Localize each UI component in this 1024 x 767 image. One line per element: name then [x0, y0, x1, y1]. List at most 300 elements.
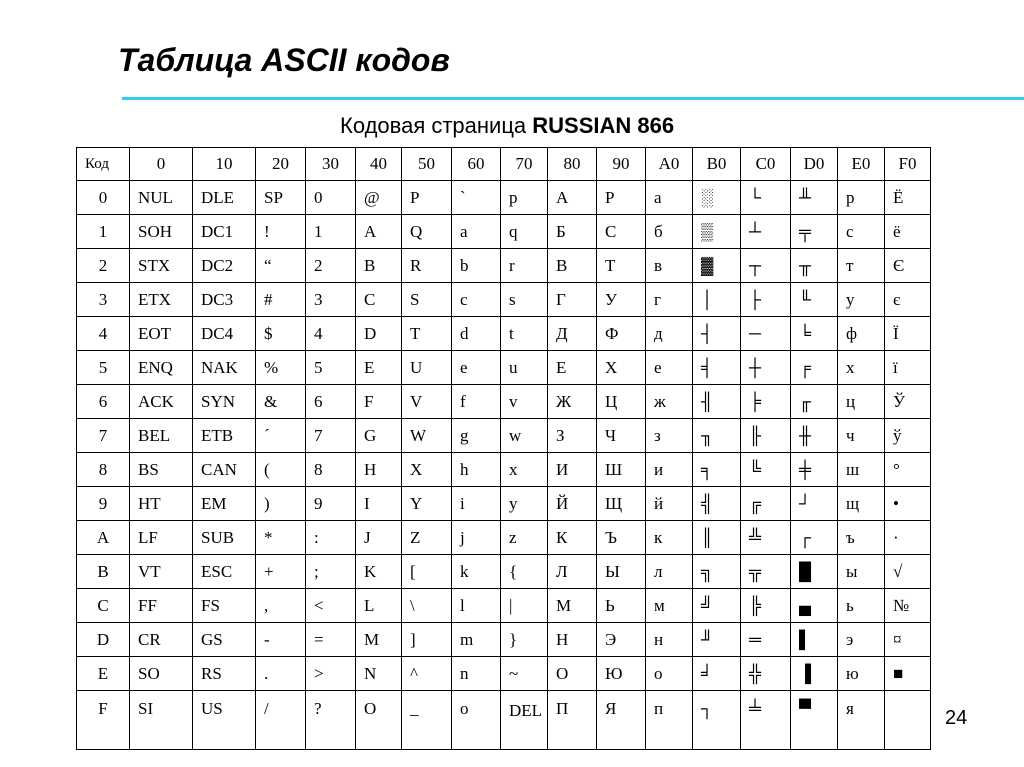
- table-cell: 1: [306, 215, 356, 249]
- table-cell: 8: [306, 453, 356, 487]
- column-header: E0: [838, 148, 885, 181]
- table-cell: ~: [501, 657, 548, 691]
- table-cell: CAN: [193, 453, 256, 487]
- table-cell: ▒: [693, 215, 741, 249]
- row-header: 6: [77, 385, 130, 419]
- table-cell: Ю: [597, 657, 646, 691]
- table-cell: EOT: [130, 317, 193, 351]
- table-cell: ╢: [693, 385, 741, 419]
- table-cell: v: [501, 385, 548, 419]
- table-cell: I: [356, 487, 402, 521]
- table-cell: ╪: [791, 453, 838, 487]
- table-cell: @: [356, 181, 402, 215]
- row-header: 4: [77, 317, 130, 351]
- table-cell: t: [501, 317, 548, 351]
- table-cell: 2: [306, 249, 356, 283]
- table-cell: р: [838, 181, 885, 215]
- table-cell: &: [256, 385, 306, 419]
- table-cell: a: [452, 215, 501, 249]
- table-cell: д: [646, 317, 693, 351]
- table-cell: ё: [885, 215, 931, 249]
- table-cell: W: [402, 419, 452, 453]
- table-row: [77, 283, 931, 317]
- table-cell: c: [452, 283, 501, 317]
- table-cell: ╩: [741, 521, 791, 555]
- column-header: C0: [741, 148, 791, 181]
- column-header: 20: [256, 148, 306, 181]
- table-cell: q: [501, 215, 548, 249]
- table-cell: у: [838, 283, 885, 317]
- table-cell: 4: [306, 317, 356, 351]
- table-cell: FS: [193, 589, 256, 623]
- table-cell: н: [646, 623, 693, 657]
- table-cell: ░: [693, 181, 741, 215]
- table-cell: !: [256, 215, 306, 249]
- table-cell: SP: [256, 181, 306, 215]
- table-cell: б: [646, 215, 693, 249]
- table-cell: У: [597, 283, 646, 317]
- row-header: 7: [77, 419, 130, 453]
- table-cell: j: [452, 521, 501, 555]
- table-cell: ц: [838, 385, 885, 419]
- table-cell: щ: [838, 487, 885, 521]
- table-cell: є: [885, 283, 931, 317]
- table-row: [77, 521, 931, 555]
- table-cell: O: [356, 691, 402, 750]
- table-cell: ╤: [791, 215, 838, 249]
- table-cell: И: [548, 453, 597, 487]
- table-cell: L: [356, 589, 402, 623]
- table-cell: Й: [548, 487, 597, 521]
- table-cell: N: [356, 657, 402, 691]
- table-row: [77, 249, 931, 283]
- table-cell: l: [452, 589, 501, 623]
- table-row: [77, 351, 931, 385]
- column-header: 80: [548, 148, 597, 181]
- column-header: 30: [306, 148, 356, 181]
- table-cell: Ў: [885, 385, 931, 419]
- table-cell: Y: [402, 487, 452, 521]
- code-page-subtitle: [340, 113, 674, 139]
- table-cell: >: [306, 657, 356, 691]
- table-cell: ш: [838, 453, 885, 487]
- table-cell: Q: [402, 215, 452, 249]
- table-cell: П: [548, 691, 597, 750]
- table-cell: 0: [306, 181, 356, 215]
- table-cell: ]: [402, 623, 452, 657]
- table-cell: Д: [548, 317, 597, 351]
- table-cell: М: [548, 589, 597, 623]
- table-cell: ╓: [791, 385, 838, 419]
- table-cell: э: [838, 623, 885, 657]
- table-cell: л: [646, 555, 693, 589]
- table-cell: Т: [597, 249, 646, 283]
- table-cell: w: [501, 419, 548, 453]
- table-cell: п: [646, 691, 693, 750]
- table-cell: ´: [256, 419, 306, 453]
- table-cell: Е: [548, 351, 597, 385]
- table-cell: CR: [130, 623, 193, 657]
- table-cell: Л: [548, 555, 597, 589]
- table-cell: /: [256, 691, 306, 750]
- table-cell: #: [256, 283, 306, 317]
- table-cell: ю: [838, 657, 885, 691]
- table-cell: z: [501, 521, 548, 555]
- table-cell: ╠: [741, 589, 791, 623]
- table-cell: VT: [130, 555, 193, 589]
- table-cell: ?: [306, 691, 356, 750]
- table-cell: m: [452, 623, 501, 657]
- table-cell: P: [402, 181, 452, 215]
- table-cell: ╥: [791, 249, 838, 283]
- table-cell: Ь: [597, 589, 646, 623]
- table-cell: U: [402, 351, 452, 385]
- table-cell: ╚: [741, 453, 791, 487]
- table-cell: h: [452, 453, 501, 487]
- table-cell: STX: [130, 249, 193, 283]
- table-row: [77, 453, 931, 487]
- table-cell: H: [356, 453, 402, 487]
- table-cell: Г: [548, 283, 597, 317]
- table-cell: ╡: [693, 351, 741, 385]
- table-row: [77, 181, 931, 215]
- table-cell: A: [356, 215, 402, 249]
- table-cell: ь: [838, 589, 885, 623]
- table-cell: А: [548, 181, 597, 215]
- table-cell: }: [501, 623, 548, 657]
- table-cell: ENQ: [130, 351, 193, 385]
- table-cell: ╔: [741, 487, 791, 521]
- table-cell: ): [256, 487, 306, 521]
- column-header: 90: [597, 148, 646, 181]
- table-cell: о: [646, 657, 693, 691]
- table-cell: └: [741, 181, 791, 215]
- table-cell: ж: [646, 385, 693, 419]
- table-cell: ╣: [693, 487, 741, 521]
- table-cell: ACK: [130, 385, 193, 419]
- column-header: 60: [452, 148, 501, 181]
- table-cell: k: [452, 555, 501, 589]
- table-row: [77, 691, 931, 750]
- table-cell: Б: [548, 215, 597, 249]
- table-cell: ч: [838, 419, 885, 453]
- table-cell: ┘: [791, 487, 838, 521]
- table-cell: 9: [306, 487, 356, 521]
- table-cell: SYN: [193, 385, 256, 419]
- table-cell: EM: [193, 487, 256, 521]
- table-cell: ╜: [693, 623, 741, 657]
- table-cell: ╘: [791, 317, 838, 351]
- table-cell: V: [402, 385, 452, 419]
- table-cell: Ш: [597, 453, 646, 487]
- table-cell: √: [885, 555, 931, 589]
- table-row: [77, 487, 931, 521]
- table-cell: <: [306, 589, 356, 623]
- table-cell: ┴: [741, 215, 791, 249]
- table-cell: ETB: [193, 419, 256, 453]
- table-cell: З: [548, 419, 597, 453]
- table-cell: ы: [838, 555, 885, 589]
- table-cell: ф: [838, 317, 885, 351]
- ascii-table: [76, 147, 931, 750]
- table-cell: а: [646, 181, 693, 215]
- table-cell: в: [646, 249, 693, 283]
- table-cell: \: [402, 589, 452, 623]
- table-cell: °: [885, 453, 931, 487]
- table-cell: Щ: [597, 487, 646, 521]
- table-cell: С: [597, 215, 646, 249]
- table-cell: Х: [597, 351, 646, 385]
- table-cell: e: [452, 351, 501, 385]
- table-row: [77, 657, 931, 691]
- table-cell: RS: [193, 657, 256, 691]
- table-cell: G: [356, 419, 402, 453]
- table-cell: DC4: [193, 317, 256, 351]
- header-code-label: Код: [77, 148, 130, 181]
- column-header: 10: [193, 148, 256, 181]
- table-cell: p: [501, 181, 548, 215]
- table-cell: Н: [548, 623, 597, 657]
- table-cell: x: [501, 453, 548, 487]
- table-cell: _: [402, 691, 452, 750]
- column-header: B0: [693, 148, 741, 181]
- row-header: A: [77, 521, 130, 555]
- table-cell: Ф: [597, 317, 646, 351]
- table-cell: *: [256, 521, 306, 555]
- table-cell: м: [646, 589, 693, 623]
- table-cell: к: [646, 521, 693, 555]
- table-cell: B: [356, 249, 402, 283]
- row-header: 1: [77, 215, 130, 249]
- subtitle-prefix: Кодовая страница: [340, 113, 533, 138]
- table-cell: DC2: [193, 249, 256, 283]
- table-cell: ¤: [885, 623, 931, 657]
- table-cell: US: [193, 691, 256, 750]
- table-cell: и: [646, 453, 693, 487]
- page-number: 24: [945, 707, 968, 729]
- row-header: D: [77, 623, 130, 657]
- table-cell: NUL: [130, 181, 193, 215]
- table-cell: ^: [402, 657, 452, 691]
- table-cell: ╒: [791, 351, 838, 385]
- table-cell: г: [646, 283, 693, 317]
- table-cell: u: [501, 351, 548, 385]
- table-cell: ╝: [693, 589, 741, 623]
- table-cell: “: [256, 249, 306, 283]
- table-cell: C: [356, 283, 402, 317]
- table-cell: з: [646, 419, 693, 453]
- table-cell: SUB: [193, 521, 256, 555]
- table-cell: ·: [885, 521, 931, 555]
- table-cell: с: [838, 215, 885, 249]
- table-cell: ╨: [791, 181, 838, 215]
- table-cell: Ж: [548, 385, 597, 419]
- table-cell: %: [256, 351, 306, 385]
- table-cell: ╧: [741, 691, 791, 750]
- table-cell: я: [838, 691, 885, 750]
- row-header: E: [77, 657, 130, 691]
- table-cell: ▀: [791, 691, 838, 750]
- table-cell: ESC: [193, 555, 256, 589]
- table-cell: │: [693, 283, 741, 317]
- table-cell: S: [402, 283, 452, 317]
- table-cell: :: [306, 521, 356, 555]
- table-cell: ў: [885, 419, 931, 453]
- table-cell: Ї: [885, 317, 931, 351]
- table-cell: X: [402, 453, 452, 487]
- table-cell: E: [356, 351, 402, 385]
- table-cell: Ы: [597, 555, 646, 589]
- column-header: A0: [646, 148, 693, 181]
- table-cell: D: [356, 317, 402, 351]
- column-header: F0: [885, 148, 931, 181]
- column-header: 40: [356, 148, 402, 181]
- row-header: 9: [77, 487, 130, 521]
- table-cell: ╞: [741, 385, 791, 419]
- table-cell: ;: [306, 555, 356, 589]
- table-cell: О: [548, 657, 597, 691]
- table-row: [77, 555, 931, 589]
- table-cell: Z: [402, 521, 452, 555]
- table-cell: $: [256, 317, 306, 351]
- table-cell: ■: [885, 657, 931, 691]
- title-underline: [122, 97, 1024, 100]
- row-header: 0: [77, 181, 130, 215]
- table-cell: й: [646, 487, 693, 521]
- table-cell: 7: [306, 419, 356, 453]
- table-cell: DC3: [193, 283, 256, 317]
- table-cell: ,: [256, 589, 306, 623]
- table-cell: Я: [597, 691, 646, 750]
- table-row: [77, 623, 931, 657]
- row-header: F: [77, 691, 130, 750]
- table-cell: ▓: [693, 249, 741, 283]
- table-cell: LF: [130, 521, 193, 555]
- table-cell: Є: [885, 249, 931, 283]
- table-cell: █: [791, 555, 838, 589]
- column-header: 50: [402, 148, 452, 181]
- table-cell: BS: [130, 453, 193, 487]
- table-cell: ┤: [693, 317, 741, 351]
- table-cell: ╟: [741, 419, 791, 453]
- table-cell: Ц: [597, 385, 646, 419]
- table-cell: [: [402, 555, 452, 589]
- table-cell: ═: [741, 623, 791, 657]
- table-cell: b: [452, 249, 501, 283]
- table-cell: |: [501, 589, 548, 623]
- row-header: 8: [77, 453, 130, 487]
- table-cell: х: [838, 351, 885, 385]
- column-header: D0: [791, 148, 838, 181]
- table-cell: (: [256, 453, 306, 487]
- table-cell: ╦: [741, 555, 791, 589]
- table-cell: T: [402, 317, 452, 351]
- table-cell: `: [452, 181, 501, 215]
- table-cell: J: [356, 521, 402, 555]
- table-cell: +: [256, 555, 306, 589]
- table-cell: 3: [306, 283, 356, 317]
- table-cell: o: [452, 691, 501, 750]
- table-cell: Э: [597, 623, 646, 657]
- row-header: C: [77, 589, 130, 623]
- table-cell: SI: [130, 691, 193, 750]
- table-cell: SOH: [130, 215, 193, 249]
- slide-title: Таблица ASCII кодов: [118, 42, 450, 78]
- table-cell: SO: [130, 657, 193, 691]
- table-cell: ▌: [791, 623, 838, 657]
- table-cell: n: [452, 657, 501, 691]
- row-header: B: [77, 555, 130, 589]
- table-cell: ┌: [791, 521, 838, 555]
- table-cell: {: [501, 555, 548, 589]
- table-cell: DEL: [501, 691, 548, 750]
- table-cell: ї: [885, 351, 931, 385]
- table-row: [77, 419, 931, 453]
- table-cell: DC1: [193, 215, 256, 249]
- table-row: [77, 589, 931, 623]
- table-cell: K: [356, 555, 402, 589]
- table-cell: R: [402, 249, 452, 283]
- table-cell: ├: [741, 283, 791, 317]
- table-cell: ▄: [791, 589, 838, 623]
- table-cell: F: [356, 385, 402, 419]
- table-cell: FF: [130, 589, 193, 623]
- table-cell: 6: [306, 385, 356, 419]
- table-cell: ┐: [693, 691, 741, 750]
- table-cell: ╗: [693, 555, 741, 589]
- table-cell: .: [256, 657, 306, 691]
- table-header-row: [77, 148, 931, 181]
- table-cell: В: [548, 249, 597, 283]
- table-row: [77, 317, 931, 351]
- column-header: 70: [501, 148, 548, 181]
- table-cell: ETX: [130, 283, 193, 317]
- table-cell: Ё: [885, 181, 931, 215]
- table-cell: f: [452, 385, 501, 419]
- table-cell: 5: [306, 351, 356, 385]
- table-cell: №: [885, 589, 931, 623]
- table-cell: Р: [597, 181, 646, 215]
- table-cell: DLE: [193, 181, 256, 215]
- table-cell: ╛: [693, 657, 741, 691]
- table-cell: M: [356, 623, 402, 657]
- table-row: [77, 215, 931, 249]
- table-cell: ╬: [741, 657, 791, 691]
- row-header: 2: [77, 249, 130, 283]
- table-cell: [885, 691, 931, 750]
- table-row: [77, 385, 931, 419]
- subtitle-code-page: RUSSIAN 866: [532, 113, 675, 138]
- table-cell: ║: [693, 521, 741, 555]
- table-cell: ─: [741, 317, 791, 351]
- table-cell: ▐: [791, 657, 838, 691]
- column-header: 0: [130, 148, 193, 181]
- table-cell: GS: [193, 623, 256, 657]
- row-header: 5: [77, 351, 130, 385]
- table-cell: NAK: [193, 351, 256, 385]
- table-cell: е: [646, 351, 693, 385]
- table-cell: i: [452, 487, 501, 521]
- table-cell: g: [452, 419, 501, 453]
- table-cell: ╫: [791, 419, 838, 453]
- table-cell: BEL: [130, 419, 193, 453]
- table-cell: ┬: [741, 249, 791, 283]
- table-cell: •: [885, 487, 931, 521]
- table-cell: r: [501, 249, 548, 283]
- table-cell: d: [452, 317, 501, 351]
- table-cell: ъ: [838, 521, 885, 555]
- table-cell: Ч: [597, 419, 646, 453]
